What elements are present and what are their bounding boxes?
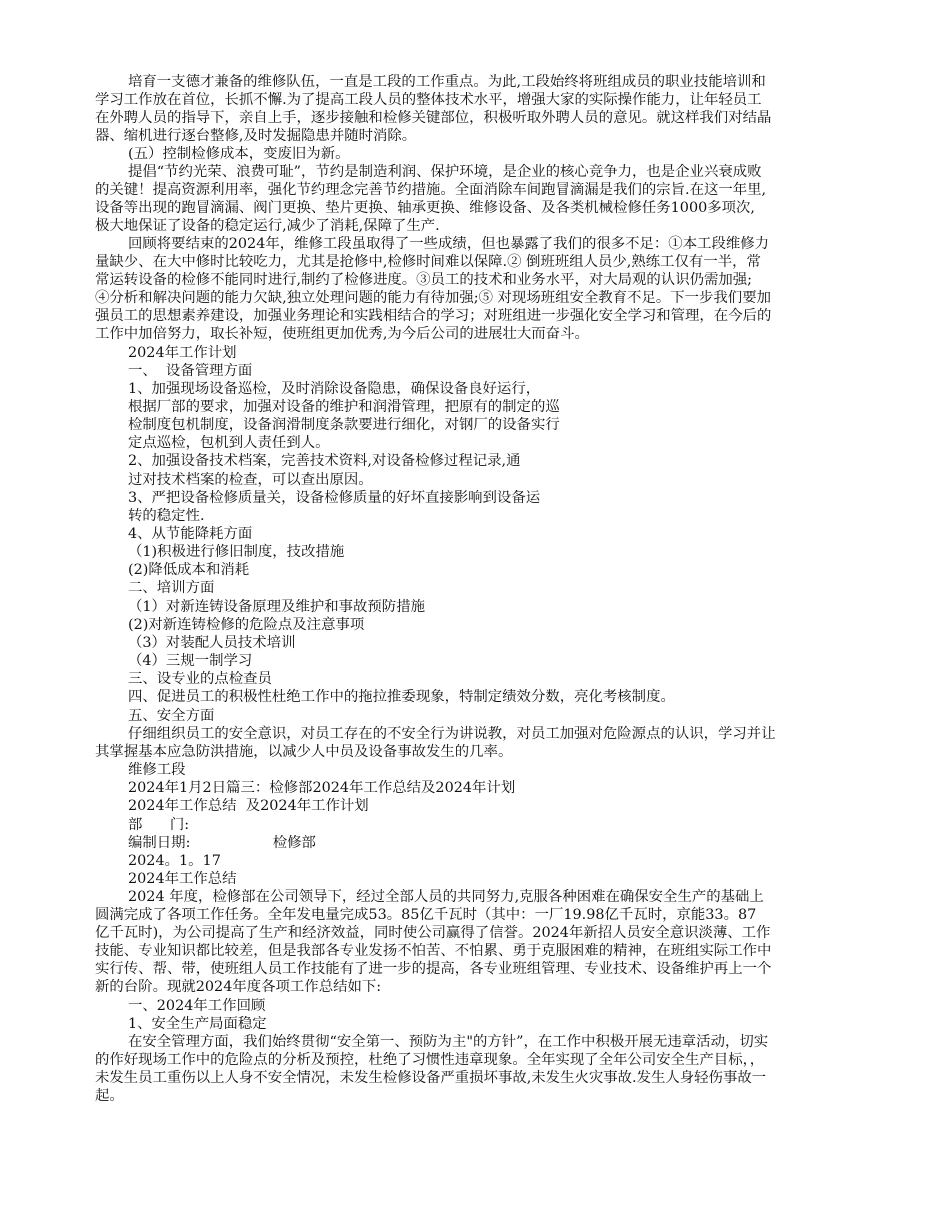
text-line: 新的台阶。现就2024年度各项工作总结如下: xyxy=(95,979,382,995)
text-line: 五、安全方面 xyxy=(128,708,215,724)
text-line: ④分析和解决问题的能力欠缺,独立处理问题的能力有待加强;⑤ 对现场班组安全教育不足。下一步我们要加 xyxy=(95,290,771,306)
text-line: 提倡“节约光荣、浪费可耻”，节约是制造利润、保护环境，是企业的核心竞争力，也是企业兴衰成败 xyxy=(128,164,762,180)
text-line: 2024。1。17 xyxy=(128,853,221,869)
text-line: 技能、专业知识都比较差，但是我部各专业发扬不怕苦、不怕累、勇于克服困难的精神，在班组实际工作中 xyxy=(95,943,772,959)
text-line: 三、设专业的点检查员 xyxy=(128,671,272,687)
text-line: (2)降低成本和消耗 xyxy=(128,562,250,578)
text-line: 2024年工作计划 xyxy=(128,345,237,361)
text-line: 亿千瓦时)，为公司提高了生产和经济效益，同时使公司赢得了信誉。2024年新招人员安全意识淡薄、工作 xyxy=(95,925,771,941)
text-line: 3、严把设备检修质量关，设备检修质量的好坏直接影响到设备运 xyxy=(128,490,541,506)
text-line: 2、加强设备技术档案，完善技术资料,对设备检修过程记录,通 xyxy=(128,453,521,469)
text-line: 在外聘人员的指导下，亲自上手，逐步接触和检修关键部位，积极听取外聘人员的意见。就这样我们对结晶 xyxy=(95,110,772,126)
text-line: 1、安全生产局面稳定 xyxy=(128,1016,267,1032)
text-line: 部 门: xyxy=(128,817,190,833)
text-line: 仔细组织员工的安全意识，对员工存在的不安全行为讲说教，对员工加强对危险源点的认识，学习并让 xyxy=(128,726,776,742)
text-line: 编制日期: 检修部 xyxy=(128,835,316,851)
text-line: 四、促进员工的积极性杜绝工作中的拖拉推委现象，特制定绩效分数，亮化考核制度。 xyxy=(128,689,675,705)
text-line: 回顾将要结束的2024年，维修工段虽取得了一些成绩，但也暴露了我们的很多不足：①本工段维修力 xyxy=(128,236,770,252)
text-line: 根据厂部的要求，加强对设备的维护和润滑管理，把原有的制定的巡 xyxy=(128,399,560,415)
text-line: 其掌握基本应急防洪措施，以减少人中员及设备事故发生的几率。 xyxy=(95,744,513,760)
text-line: 工作中加倍努力，取长补短，使班组更加优秀,为今后公司的进展壮大而奋斗。 xyxy=(95,326,589,342)
text-line: 2024年工作总结 及2024年工作计划 xyxy=(128,798,369,814)
text-line: 1、加强现场设备巡检，及时消除设备隐患，确保设备良好运行， xyxy=(128,381,541,397)
text-line: 维修工段 xyxy=(128,762,186,778)
text-line: 2024年1月2日篇三：检修部2024年工作总结及2024年计划 xyxy=(128,780,516,796)
text-line: 常运转设备的检修不能同时进行,制约了检修进度。③员工的技术和业务水平，对大局观的认识仍需加强; xyxy=(95,272,753,288)
text-line: (五）控制检修成本，变废旧为新。 xyxy=(128,146,350,162)
text-line: 4、从节能降耗方面 xyxy=(128,526,253,542)
text-line: 实行传、帮、带，使班组人员工作技能有了进一步的提高，各专业班组管理、专业技术、设备维护再上一个 xyxy=(95,961,772,977)
text-line: 圆满完成了各项工作任务。全年发电量完成53。85亿千瓦时（其中：一厂19.98亿千瓦时，京能33。87 xyxy=(95,907,757,923)
text-line: （1）对新连铸设备原理及维护和事故预防措施 xyxy=(128,599,425,615)
text-line: 过对技术档案的检查，可以查出原因。 xyxy=(128,472,373,488)
text-line: 一、 设备管理方面 xyxy=(128,363,253,379)
text-line: （4）三规一制学习 xyxy=(128,653,253,669)
text-line: 一、2024年工作回顾 xyxy=(128,998,266,1014)
text-line: （3）对装配人员技术培训 xyxy=(128,635,296,651)
text-line: (2)对新连铸检修的危险点及注意事项 xyxy=(128,617,365,633)
text-line: 极大地保证了设备的稳定运行,减少了消耗,保障了生产. xyxy=(95,218,440,234)
text-line: 的关键！提高资源利用率，强化节约理念完善节约措施。全面消除车间跑冒滴漏是我们的宗旨.在这一年里, xyxy=(95,182,767,198)
text-line: 在安全管理方面，我们始终贯彻“安全第一、预防为主"的方针”，在工作中积极开展无违章活动，切实 xyxy=(128,1034,769,1050)
text-line: 培育一支德才兼备的维修队伍，一直是工段的工作重点。为此,工段始终将班组成员的职业技能培训和 xyxy=(128,74,766,90)
text-line: 的作好现场工作中的危险点的分析及预控，杜绝了习惯性违章现象。全年实现了全年公司安全生产目标，， xyxy=(95,1052,765,1068)
text-line: 二、培训方面 xyxy=(128,580,215,596)
text-line: （1)积极进行修旧制度，技改措施 xyxy=(128,544,345,560)
text-line: 2024年工作总结 xyxy=(128,871,237,887)
text-line: 设备等出现的跑冒滴漏、阀门更换、垫片更换、轴承更换、维修设备、及各类机械检修任务1000多项次, xyxy=(95,200,755,216)
text-line: 转的稳定性. xyxy=(128,508,205,524)
text-line: 器、缩机进行逐台整修,及时发掘隐患并随时消除。 xyxy=(95,128,417,144)
text-line: 检制度包机制度，设备润滑制度条款要进行细化，对钢厂的设备实行 xyxy=(128,417,560,433)
text-line: 2024 年度，检修部在公司领导下，经过全部人员的共同努力,克服各种困难在确保安全生产的基础上 xyxy=(128,889,764,905)
text-line: 未发生员工重伤以上人身不安全情况，未发生检修设备严重损坏事故,未发生火灾事故.发生人身轻伤事故一 xyxy=(95,1070,767,1086)
text-line: 学习工作放在首位，长抓不懈.为了提高工段人员的整体技术水平，增强大家的实际操作能力，让年轻员工 xyxy=(95,92,762,108)
text-line: 定点巡检，包机到人责任到人。 xyxy=(128,435,330,451)
text-line: 强员工的思想素养建设，加强业务理论和实践相结合的学习；对班组进一步强化安全学习和管理，在今后的 xyxy=(95,308,772,324)
text-line: 量缺少、在大中修时比较吃力，尤其是抢修中,检修时间难以保障.② 倒班班组人员少,熟练工仅有一半，常 xyxy=(95,254,761,270)
text-line: 起。 xyxy=(95,1088,124,1104)
